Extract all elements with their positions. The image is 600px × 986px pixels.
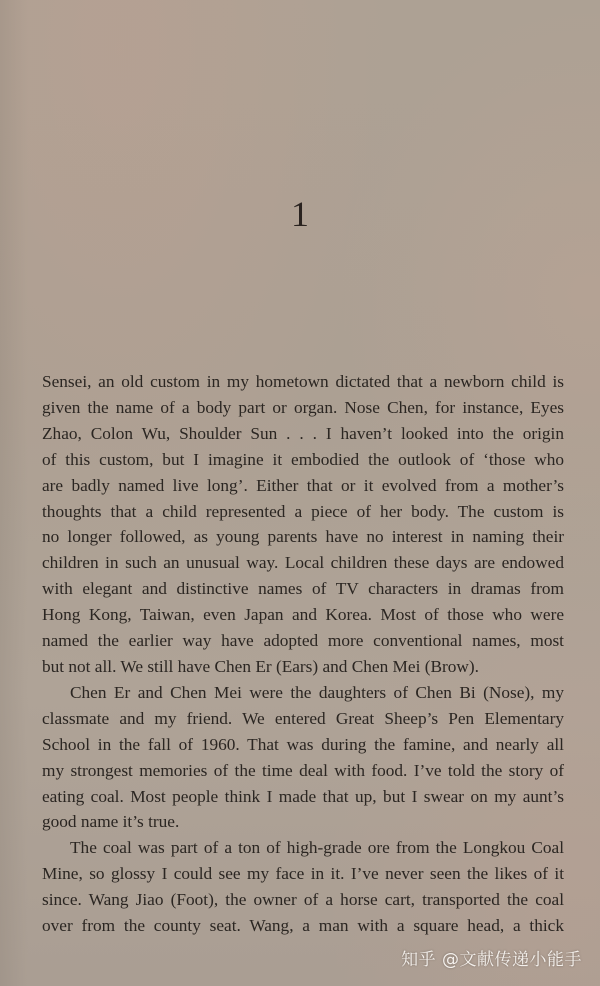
text-line: since. Wang Jiao (Foot), the owner of a horse cart, transported the coal [42, 890, 564, 910]
text-line: given the name of a body part or organ. Nose Chen, for instance, Eyes [42, 397, 564, 417]
text-line: no longer followed, as young parents have no interest in naming their [42, 527, 564, 547]
text-line: with elegant and distinctive names of TV characters in dramas from [42, 579, 564, 599]
text-line: over from the county seat. Wang, a man with a square head, a thick [42, 916, 564, 936]
body-text [42, 369, 564, 939]
text-line: The coal was part of a ton of high-grade ore from the Longkou Coal [70, 838, 564, 858]
text-line: eating coal. Most people think I made that up, but I swear on my aunt’s [42, 786, 564, 806]
text-line: School in the fall of 1960. That was during the famine, and nearly all [42, 734, 564, 754]
paragraph-1 [42, 369, 564, 680]
text-line: Chen Er and Chen Mei were the daughters of Chen Bi (Nose), my [70, 682, 564, 702]
text-line: good name it’s true. [42, 812, 180, 832]
text-line: are badly named live long’. Either that or it evolved from a mother’s [42, 475, 564, 495]
text-line: classmate and my friend. We entered Great Sheep’s Pen Elementary [42, 708, 564, 728]
text-line: named the earlier way have adopted more conventional names, most [42, 631, 564, 651]
paragraph-3 [42, 835, 564, 939]
text-line: Hong Kong, Taiwan, even Japan and Korea. Most of those who were [42, 605, 564, 625]
text-line: my strongest memories of the time deal with food. I’ve told the story of [42, 760, 564, 780]
text-line: of this custom, but I imagine it embodied the outlook of ‘those who [42, 449, 564, 469]
text-line: Zhao, Colon Wu, Shoulder Sun . . . I haven’t looked into the origin [42, 423, 564, 443]
text-line: Sensei, an old custom in my hometown dictated that a newborn child is [42, 372, 564, 391]
paragraph-2 [42, 680, 564, 835]
text-line: but not all. We still have Chen Er (Ears) and Chen Mei (Brow). [42, 656, 479, 676]
text-line: thoughts that a child represented a piece of her body. The custom is [42, 501, 564, 521]
chapter-number: 1 [291, 194, 309, 234]
text-line: Mine, so glossy I could see my face in it. I’ve never seen the likes of it [42, 864, 564, 884]
zhihu-watermark: 知乎 @文献传递小能手 [401, 950, 582, 970]
text-line: children in such an unusual way. Local children these days are endowed [42, 553, 564, 573]
